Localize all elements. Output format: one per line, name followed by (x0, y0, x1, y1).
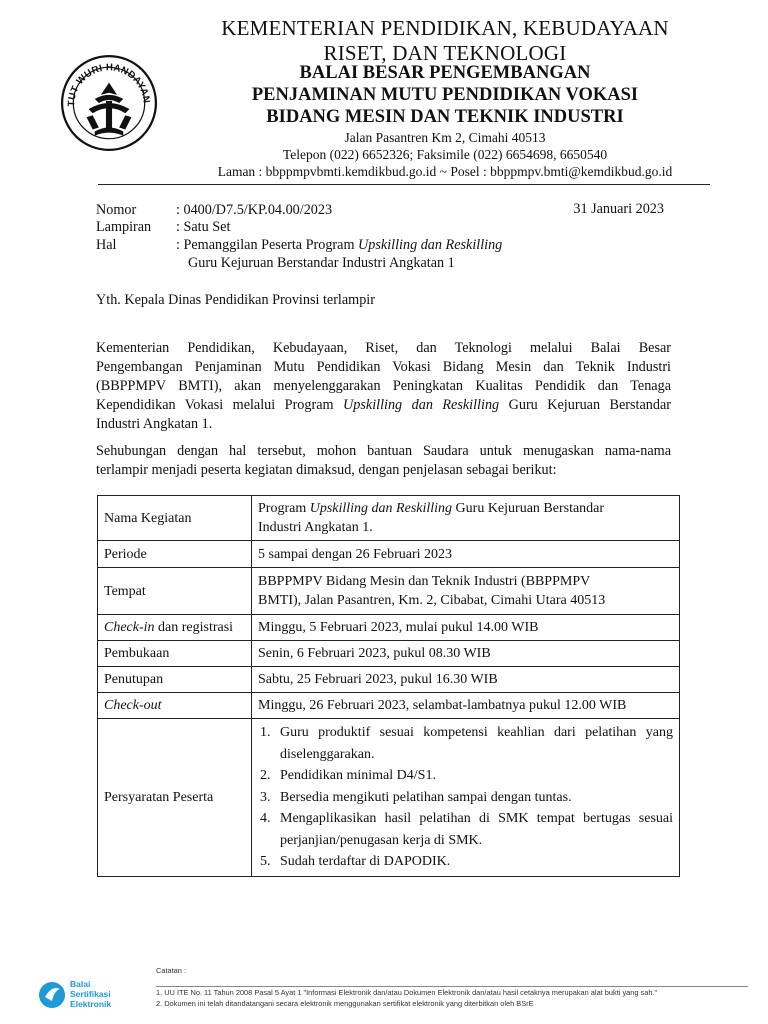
requirement-text: Guru produktif sesuai kompetensi keahlian dari pelatihan yang diselenggarakan. (280, 725, 673, 762)
footer-note-1: 1. UU ITE No. 11 Tahun 2008 Pasal 5 Ayat 1 "Informasi Elektronik dan/atau Dokumen Elektronik dan/atau hasil cetaknya merupakan alat bukti yang sah." (156, 988, 658, 997)
footer-notes (156, 988, 756, 1009)
ministry-name-line1: KEMENTERIAN PENDIDIKAN, KEBUDAYAAN (221, 16, 669, 40)
body-paragraph-2: Sehubungan dengan hal tersebut, mohon bantuan Saudara untuk menugaskan nama-nama terlampir menjadi peserta kegiatan dimaksud, dengan penjelasan sebagai berikut: (96, 443, 671, 478)
tut-wuri-handayani-logo (58, 52, 160, 154)
recipient: Yth. Kepala Dinas Pendidikan Provinsi terlampir (96, 292, 375, 308)
requirement-item (258, 765, 673, 787)
requirement-number: 2. (260, 768, 271, 783)
footer-catatan: Catatan : (156, 966, 186, 975)
requirement-text: Bersedia mengikuti pelatihan sampai dengan tuntas. (280, 789, 572, 805)
logo-motto: TUT WURI HANDAYAN (66, 62, 152, 107)
hal-value-line2: Guru Kejuruan Berstandar Industri Angkatan 1 (188, 255, 455, 271)
table-row (98, 541, 680, 568)
requirement-item (258, 808, 673, 851)
nomor-label: Nomor (96, 202, 137, 218)
row-value-check-out: Minggu, 26 Februari 2023, selambat-lambatnya pukul 12.00 WIB (252, 693, 680, 719)
letter-date: 31 Januari 2023 (573, 201, 664, 217)
requirement-text: Pendidikan minimal D4/S1. (280, 768, 436, 783)
bsre-logo (36, 975, 166, 1015)
row-value-tempat: BBPPMPV Bidang Mesin dan Teknik Industri (BBPPMPV BMTI), Jalan Pasantren, Km. 2, Cibabat, Cimahi Utara 40513 (252, 568, 680, 615)
website-email: Laman : bbppmpvbmti.kemdikbud.go.id ~ Posel : bbppmpv.bmti@kemdikbud.go.id (217, 164, 673, 179)
table-row (98, 568, 680, 615)
unit-name-line1: BALAI BESAR PENGEMBANGAN (299, 63, 591, 83)
requirement-item (258, 787, 673, 809)
table-row (98, 641, 680, 667)
letterhead-divider (98, 184, 710, 185)
unit-name-line3: BIDANG MESIN DAN TEKNIK INDUSTRI (266, 107, 624, 127)
hal-label: Hal (96, 237, 117, 253)
row-label-penutupan: Penutupan (98, 667, 252, 693)
row-label-tempat: Tempat (98, 568, 252, 615)
event-details-table (97, 495, 680, 877)
row-value-nama-kegiatan: Program Upskilling dan Reskilling Guru Kejuruan Berstandar Industri Angkatan 1. (252, 496, 680, 541)
row-label-nama-kegiatan: Nama Kegiatan (98, 496, 252, 541)
row-value-periode: 5 sampai dengan 26 Februari 2023 (252, 541, 680, 568)
row-label-periode: Periode (98, 541, 252, 568)
requirement-item (258, 722, 673, 765)
hal-value: : Pemanggilan Peserta Program Upskilling dan Reskilling (176, 237, 503, 253)
requirement-text: Sudah terdaftar di DAPODIK. (280, 854, 451, 869)
body-paragraph-1: Kementerian Pendidikan, Kebudayaan, Riset, dan Teknologi melalui Balai Besar Pengembangan Penjaminan Mutu Pendidikan Vokasi Bidang Mesin dan Teknik Industri (BBPPMPV BMTI), akan menyelenggarakan Peningkatan Kualitas Pendidik dan Tenaga Kependidikan Vokasi melalui Program Upskilling dan Reskilling Guru Kejuruan Berstandar Industri Angkatan 1. (96, 340, 671, 432)
requirement-number: 3. (260, 789, 271, 805)
row-label-persyaratan: Persyaratan Peserta (98, 719, 252, 877)
lampiran-value: : Satu Set (176, 219, 231, 235)
requirement-number: 1. (260, 725, 271, 740)
table-row (98, 693, 680, 719)
row-value-check-in: Minggu, 5 Februari 2023, mulai pukul 14.00 WIB (252, 615, 680, 641)
nomor-value: : 0400/D7.5/KP.04.00/2023 (176, 202, 333, 218)
unit-name-line2: PENJAMINAN MUTU PENDIDIKAN VOKASI (251, 85, 639, 105)
requirement-item (258, 851, 673, 873)
requirement-text: Mengaplikasikan hasil pelatihan di SMK tempat bertugas sesuai perjanjian/penugasan kerja di SMK. (280, 811, 673, 848)
row-label-check-out: Check-out (98, 693, 252, 719)
bsre-line2: Sertifikasi (70, 989, 111, 999)
bsre-line1: Balai (70, 979, 91, 989)
table-row (98, 667, 680, 693)
lampiran-label: Lampiran (96, 219, 152, 235)
address: Jalan Pasantren Km 2, Cimahi 40513 (344, 130, 546, 145)
footer-note-2: 2. Dokumen ini telah ditandatangani secara elektronik menggunakan sertifikat elektronik yang diterbitkan oleh BSrE (156, 998, 534, 1008)
requirement-number: 4. (260, 811, 271, 826)
row-value-persyaratan (252, 719, 680, 877)
table-row (98, 719, 680, 877)
row-value-pembukaan: Senin, 6 Februari 2023, pukul 08.30 WIB (252, 641, 680, 667)
row-label-check-in: Check-in dan registrasi (98, 615, 252, 641)
table-row (98, 496, 680, 541)
table-row (98, 615, 680, 641)
ministry-name-line2: RISET, DAN TEKNOLOGI (323, 41, 567, 65)
row-value-penutupan: Sabtu, 25 Februari 2023, pukul 16.30 WIB (252, 667, 680, 693)
footer-divider (156, 986, 748, 987)
requirement-number: 5. (260, 854, 271, 869)
requirements-list (258, 722, 673, 873)
bsre-line3: Elektronik (70, 999, 112, 1009)
row-label-pembukaan: Pembukaan (98, 641, 252, 667)
phone-fax: Telepon (022) 6652326; Faksimile (022) 6654698, 6650540 (282, 147, 608, 162)
